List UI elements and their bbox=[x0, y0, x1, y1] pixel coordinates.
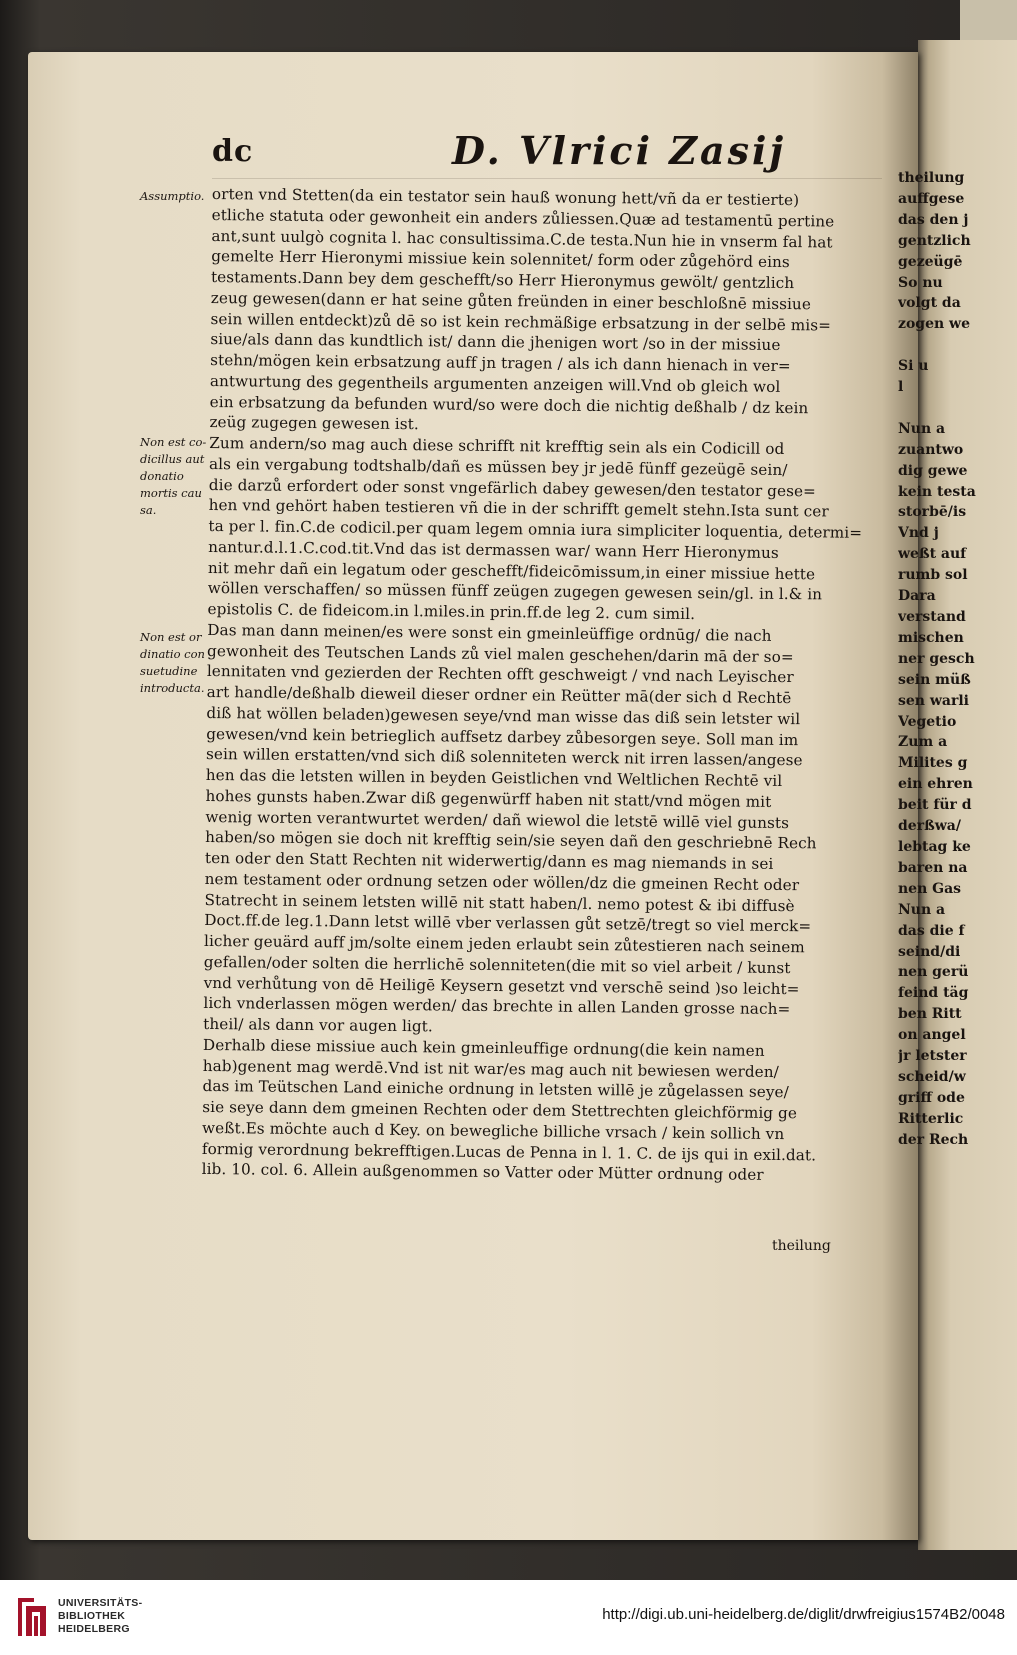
text-line: wenig worten verantwurtet werden/ dañ wiewol die letstē willē viel gunsts bbox=[205, 807, 790, 832]
text-line: Doct.ff.de leg.1.Dann letst willē vber verlassen gůt setzē/tregt so viel merck= bbox=[204, 911, 812, 936]
source-url-link[interactable]: http://digi.ub.uni-heidelberg.de/diglit/drwfreigius1574B2/0048 bbox=[602, 1606, 1005, 1623]
facing-page-line: sein müß bbox=[898, 671, 971, 688]
facing-page-line: Ritterlic bbox=[898, 1110, 964, 1127]
facing-page-line: verstand bbox=[898, 609, 966, 625]
marginal-note-line: dinatio con bbox=[140, 647, 205, 661]
text-line: Statrecht in seinem letsten willē nit statt haben/l. nemo potest & ibi diffusè bbox=[204, 890, 795, 915]
facing-page-line: Nun a bbox=[898, 901, 946, 918]
text-line: die darzů erfordert oder sonst vngefärlich dabey gewesen/den testator gese= bbox=[208, 475, 817, 500]
text-line: art handle/deßhalb dieweil dieser ordner ein Reütter mā(der sich d Rechtē bbox=[206, 682, 792, 708]
text-line: hen das die letsten willen in beyden Geistlichen vnd Weltlichen Rechtē vil bbox=[205, 765, 783, 791]
facing-page-line: Milites g bbox=[898, 755, 968, 772]
text-line: nantur.d.l.1.C.cod.tit.Vnd das ist dermassen war/ wann Herr Hieronymus bbox=[208, 537, 779, 562]
facing-page-line: Zum a bbox=[898, 734, 948, 751]
text-line: das im Teütschen Land einiche ordnung in letsten willē je zůgelassen seye/ bbox=[202, 1077, 789, 1102]
text-line: sie seye dann dem gmeinen Rechten oder dem Stettrechten gleichförmig ge bbox=[202, 1097, 798, 1123]
text-line: zeug gewesen(dann er hat seine gůten freünden in einer beschloßnē missiue bbox=[210, 288, 812, 314]
text-line: licher geuärd auff jm/solte einem jeden erlaubt sein zůtestieren nach seinem bbox=[203, 931, 805, 957]
facing-page-line bbox=[898, 398, 978, 419]
text-line: Derhalb diese missiue auch kein gmeinleuffige ordnung(die kein namen bbox=[202, 1035, 765, 1060]
facing-page-line: rumb sol bbox=[898, 567, 968, 584]
facing-page-line: seind/di bbox=[898, 943, 961, 960]
facing-page-line: storbē/is bbox=[898, 504, 967, 521]
text-line: formig verordnung bekrefftigen.Lucas de Penna in l. 1. C. de ijs qui in exil.dat. bbox=[201, 1139, 817, 1164]
running-title: D. Vlrici Zasij bbox=[452, 128, 787, 173]
marginal-note-codicillus bbox=[140, 434, 212, 519]
facing-page-line: weßt auf bbox=[898, 546, 967, 563]
text-line: ein erbsatzung da befunden wurd/so were doch die nichtig deßhalb / dz kein bbox=[209, 392, 809, 417]
marginal-note-line: mortis cau bbox=[140, 486, 202, 500]
marginal-note-line: Non est or bbox=[140, 630, 202, 644]
facing-page-line: auffgese bbox=[898, 190, 965, 207]
facing-page-line: nen gerü bbox=[898, 964, 969, 981]
text-line: lib. 10. col. 6. Allein außgenommen so Vatter oder Mütter ordnung oder bbox=[201, 1160, 764, 1185]
facing-page-line: das den j bbox=[898, 211, 969, 228]
text-line: haben/so mögen sie doch nit krefftig sein/sie seyen dañ den geschriebnē Rech bbox=[205, 828, 817, 853]
library-name-line: BIBLIOTHEK bbox=[58, 1610, 126, 1622]
facing-page-line: gentzlich bbox=[898, 232, 971, 249]
text-line: ten oder den Statt Rechten nit widerwertig/dann es mag niemands in sei bbox=[204, 848, 774, 873]
text-line: hen vnd gehört haben testieren vñ die in der schrifft gemelt stehn.Ista sunt cer bbox=[208, 496, 829, 521]
text-line: Zum andern/so mag auch diese schrifft nit krefftig sein als ein Codicill od bbox=[209, 433, 785, 459]
facing-page-line: on angel bbox=[898, 1027, 966, 1044]
text-line: nit mehr dañ ein legatum oder geschefft/fideicōmissum,in einer missiue hette bbox=[207, 558, 816, 583]
text-line: diß hat wöllen beladen)gewesen seye/vnd man wisse das diß sein letster wil bbox=[206, 703, 801, 728]
facing-page-line: feind täg bbox=[898, 985, 969, 1002]
marginal-note-line: suetudine bbox=[140, 664, 198, 678]
text-line: ant,sunt uulgò cognita l. hac consultissima.C.de testa.Nun hie in vnserm fal hat bbox=[211, 226, 833, 252]
facing-page-line: griff ode bbox=[898, 1089, 965, 1106]
text-line: lennitaten vnd gezierden der Rechten offt geschweigt / vnd nach Leyischer bbox=[206, 662, 794, 687]
text-line: sein willen erstatten/vnd sich diß solenniteten werck nit irren lassen/angese bbox=[205, 745, 803, 770]
text-line: gewonheit des Teutschen Lands zů viel malen geschehen/darin mā der so= bbox=[207, 641, 794, 666]
text-line: Das man dann meinen/es were sonst ein gmeinleüffige ordnūg/ die nach bbox=[207, 620, 772, 645]
facing-page-line: kein testa bbox=[898, 483, 976, 500]
text-line: sein willen entdeckt)zů dē so ist kein rechmäßige erbsatzung in der selbē mis= bbox=[210, 309, 832, 334]
library-name-line: HEIDELBERG bbox=[58, 1623, 130, 1635]
text-line: vnd verhůtung von dē Heiligē Keysern gesetzt vnd verschē seind )so leicht= bbox=[203, 973, 800, 998]
header-divider bbox=[212, 178, 882, 179]
text-line: wöllen verschaffen/ so müssen fünff zeügen zugegen gewesen sein/gl. in l.& in bbox=[207, 579, 823, 604]
facing-page-line: ner gesch bbox=[898, 650, 975, 667]
facing-page-line: zogen we bbox=[898, 316, 970, 333]
marginal-note-line: introducta. bbox=[140, 681, 205, 695]
main-text-block bbox=[202, 184, 882, 1187]
facing-page-line: beit für d bbox=[898, 797, 972, 814]
text-line: etliche statuta oder gewonheit ein anders zůliessen.Quæ ad testamentū pertine bbox=[211, 205, 835, 231]
text-line: orten vnd Stetten(da ein testator sein hauß wonung hett/vñ da er testierte) bbox=[211, 184, 800, 210]
facing-page-line bbox=[898, 335, 978, 356]
text-line: gefallen/oder solten die herrlichē solenniteten(die mit so viel arbeit / kunst bbox=[203, 952, 791, 977]
text-line: siue/als dann das kundtlich ist/ dann die jhenigen wort /so in der missiue bbox=[210, 330, 781, 355]
text-line: theil/ als dann vor augen ligt. bbox=[203, 1014, 433, 1036]
facing-page-line: gezeügē bbox=[898, 253, 963, 270]
text-line: ta per l. fin.C.de codicil.per quam legem omnia iura simpliciter loquentia, determi= bbox=[208, 516, 863, 542]
text-line: gemelte Herr Hieronymi missiue kein solennitet/ form oder zůgehörd eins bbox=[211, 247, 790, 272]
facing-page-line: ben Ritt bbox=[898, 1006, 962, 1023]
marginal-note-ordinatio bbox=[140, 629, 212, 697]
marginal-note-assumptio bbox=[140, 188, 212, 205]
facing-page-text bbox=[898, 168, 978, 1151]
text-line: epistolis C. de fideicom.in l.miles.in prin.ff.de leg 2. cum simil. bbox=[207, 599, 696, 624]
library-name bbox=[58, 1597, 142, 1636]
text-line: nem testament oder ordnung setzen oder wöllen/dz die gmeinen Recht oder bbox=[204, 869, 800, 894]
facing-page-line: der Rech bbox=[898, 1131, 969, 1148]
text-line: hab)genent mag werdē.Vnd ist nit war/es mag auch nit bewiesen werden/ bbox=[202, 1056, 780, 1081]
text-line: hohes gunsts haben.Zwar diß gegenwürff haben nit statt/vnd mögen mit bbox=[205, 786, 772, 811]
facing-page-line: volgt da bbox=[898, 295, 961, 312]
marginal-note-line: dicillus aut bbox=[140, 452, 205, 466]
text-line: als ein vergabung todtshalb/dañ es müssen bey jr jedē fünff gezeügē sein/ bbox=[208, 454, 788, 479]
library-name-line: UNIVERSITÄTS- bbox=[58, 1597, 143, 1609]
facing-page-line: das die f bbox=[898, 922, 965, 939]
facing-page-line: dig gewe bbox=[898, 462, 968, 479]
page-header bbox=[212, 126, 892, 186]
text-line: weßt.Es möchte auch d Key. on bewegliche billiche vrsach / kein sollich vn bbox=[202, 1118, 785, 1143]
marginal-note-line: Assumptio. bbox=[140, 189, 205, 203]
facing-page-line: l bbox=[898, 379, 904, 396]
facing-page-line: lebtag ke bbox=[898, 838, 971, 855]
marginal-note-line: sa. bbox=[140, 503, 157, 517]
facing-page-line: Vegetio bbox=[898, 713, 957, 730]
facing-page-line: ein ehren bbox=[898, 776, 973, 793]
text-line: testaments.Dann bey dem geschefft/so Herr Hieronymus gewölt/ gentzlich bbox=[210, 267, 795, 293]
facing-page-line: sen warli bbox=[898, 692, 969, 709]
text-line: gewesen/vnd kein betrieglich auffsetz darbey zůbesorgen seye. Soll man im bbox=[206, 724, 799, 749]
facing-page-line: nen Gas bbox=[898, 880, 962, 897]
facing-page-line: mischen bbox=[898, 629, 964, 646]
text-line: lich vnderlassen mögen werden/ das brechte in allen Landen grosse nach= bbox=[203, 994, 791, 1019]
text-line: stehn/mögen kein erbsatzung auff jn tragen / als ich dann hienach in ver= bbox=[210, 350, 791, 376]
facing-page-line: So nu bbox=[898, 274, 943, 291]
facing-page-line: derßwa/ bbox=[898, 818, 961, 835]
facing-page-line: theilung bbox=[898, 170, 965, 186]
catchword: theilung bbox=[772, 1238, 831, 1254]
facing-page-line: jr letster bbox=[898, 1048, 967, 1065]
marginal-note-line: Non est co- bbox=[140, 435, 207, 449]
university-library-logo-icon bbox=[12, 1592, 52, 1642]
facing-page-line: baren na bbox=[898, 859, 968, 876]
marginal-note-line: donatio bbox=[140, 469, 184, 483]
text-line: zeüg zugegen gewesen ist. bbox=[209, 413, 419, 434]
text-line: antwurtung des gegentheils argumenten anzeigen will.Vnd ob gleich wol bbox=[209, 371, 781, 396]
facing-page-line: Vnd j bbox=[898, 525, 939, 542]
facing-page-line: Nun a bbox=[898, 420, 946, 437]
facing-page-line: zuantwo bbox=[898, 441, 964, 458]
folio-label: dc bbox=[212, 134, 254, 169]
viewer-footer bbox=[0, 1580, 1017, 1655]
facing-page-line: Si u bbox=[898, 358, 929, 375]
facing-page-line: scheid/w bbox=[898, 1068, 966, 1085]
facing-page-line: Dara bbox=[898, 588, 936, 605]
